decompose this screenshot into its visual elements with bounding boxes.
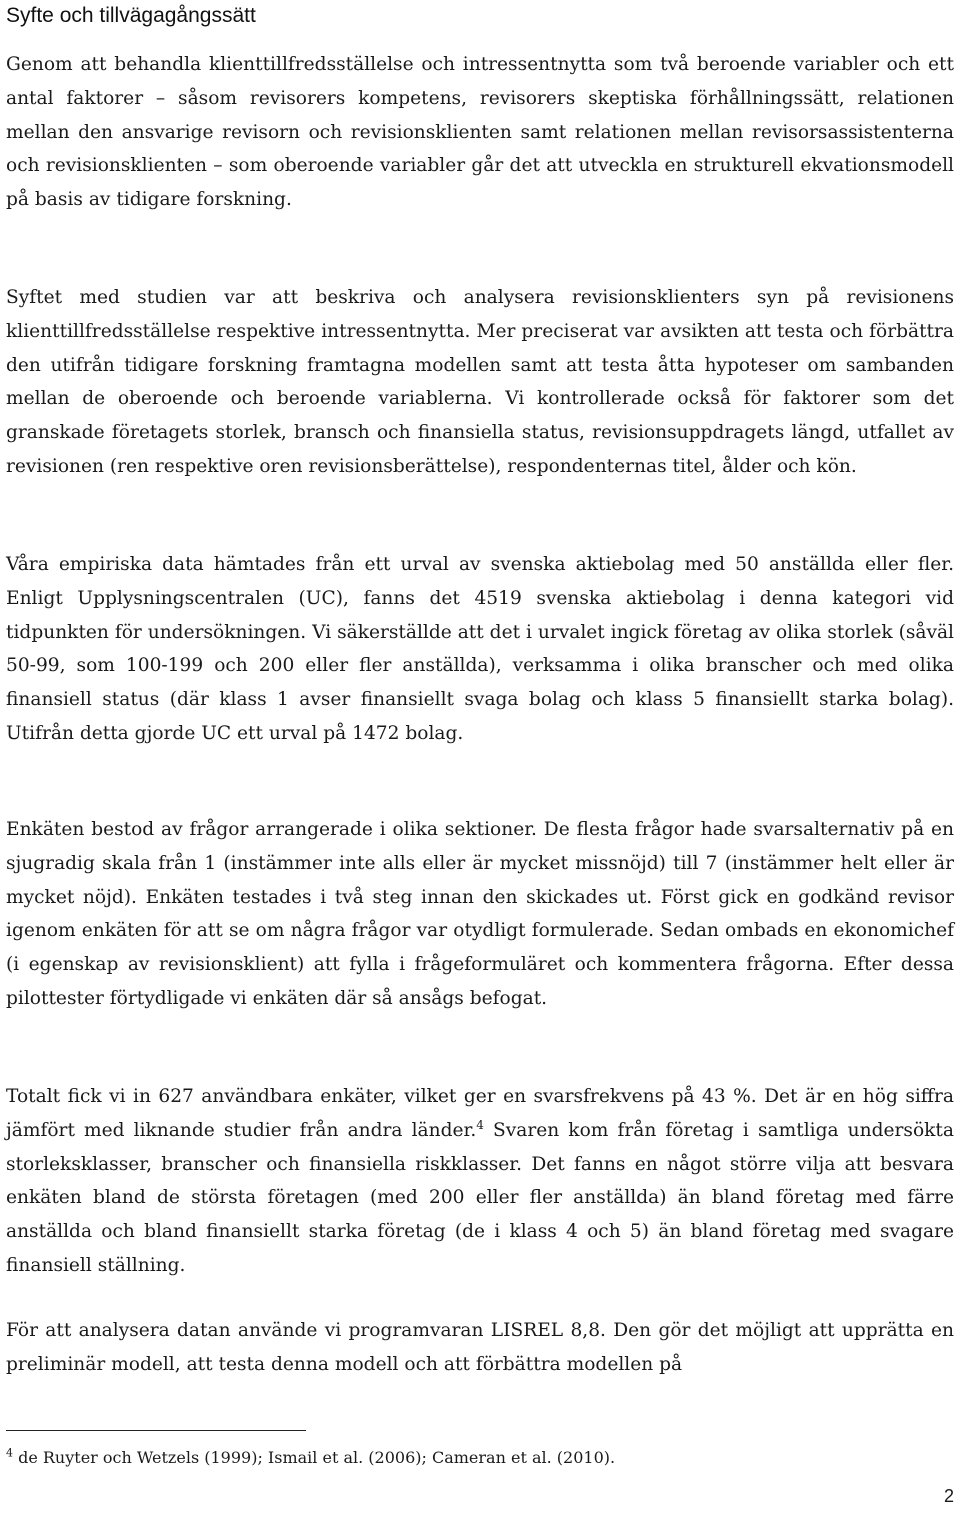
paragraph-5-text-after-note: Svaren kom från företag i samtliga undersökta storleksklasser, branscher och finansiella riskklasser. Det fanns en något större vilja att besvara enkäten bland de största företagen (med 200 eller fler anställda) än bland företag med färre anställda och bland finansiellt starka företag (de i klass 4 och 5) än bland företag med svagare finansiell ställning.: [6, 1119, 954, 1276]
paragraph-5-text-before-note: Totalt fick vi in 627 användbara enkäter, vilket ger en svarsfrekvens på 43 %. Det är en hög siffra jämfört med liknande studier från andra länder.: [6, 1086, 954, 1141]
footnote: [6, 1444, 615, 1472]
paragraph-6: För att analysera datan använde vi programvaran LISREL 8,8. Den gör det möjligt att upprätta en preliminär modell, att testa denna modell och att förbättra modellen på: [6, 1320, 954, 1375]
footnote-separator: [6, 1430, 306, 1431]
paragraph-4: Enkäten bestod av frågor arrangerade i olika sektioner. De flesta frågor hade svarsalternativ på en sjugradig skala från 1 (instämmer inte alls eller är mycket missnöjd) till 7 (instämmer helt eller är mycket nöjd). Enkäten testades i två steg innan den skickades ut. Först gick en godkänd revisor igenom enkäten för att se om några frågor var otydligt formulerade. Sedan ombads en ekonomichef (i egenskap av revisionsklient) att fylla i frågeformuläret och kommentera frågorna. Efter dessa pilottester förtydligade vi enkäten där så ansågs befogat.: [6, 819, 954, 1009]
paragraph-1: Genom att behandla klienttillfredsställelse och intressentnytta som två beroende variabler och ett antal faktorer – såsom revisorers kompetens, revisorers skeptiska förhållningssätt, relationen mellan den ansvarige revisorn och revisionsklienten samt relationen mellan revisorsassistenterna och revisionsklienten – som oberoende variabler går det att utveckla en strukturell ekvationsmodell på basis av tidigare forskning.: [6, 54, 954, 211]
section-heading: Syfte och tillvägagångssätt: [6, 4, 256, 27]
footnote-text: de Ruyter och Wetzels (1999); Ismail et al. (2006); Cameran et al. (2010).: [13, 1448, 616, 1467]
footnote-number: 4: [6, 1446, 13, 1460]
footnote-reference[interactable]: 4: [476, 1117, 484, 1132]
page-number: 2: [943, 1486, 954, 1506]
paragraph-5: [6, 1080, 954, 1283]
paragraph-3: Våra empiriska data hämtades från ett urval av svenska aktiebolag med 50 anställda eller fler. Enligt Upplysningscentralen (UC), fanns det 4519 svenska aktiebolag i denna kategori vid tidpunkten för undersökningen. Vi säkerställde att det i urvalet ingick företag av olika storlek (såväl 50-99, som 100-199 och 200 eller fler anställda), verksamma i olika branscher och med olika finansiell status (där klass 1 avser finansiellt svaga bolag och klass 5 finansiellt starka bolag). Utifrån detta gjorde UC ett urval på 1472 bolag.: [6, 554, 954, 744]
paragraph-2: Syftet med studien var att beskriva och analysera revisionsklienters syn på revisionens klienttillfredsställelse respektive intressentnytta. Mer preciserat var avsikten att testa och förbättra den utifrån tidigare forskning framtagna modellen samt att testa åtta hypoteser om sambanden mellan de oberoende och beroende variablerna. Vi kontrollerade också för faktorer som det granskade företagets storlek, bransch och finansiella status, revisionsuppdragets längd, utfallet av revisionen (ren respektive oren revisionsberättelse), respondenternas titel, ålder och kön.: [6, 287, 954, 477]
